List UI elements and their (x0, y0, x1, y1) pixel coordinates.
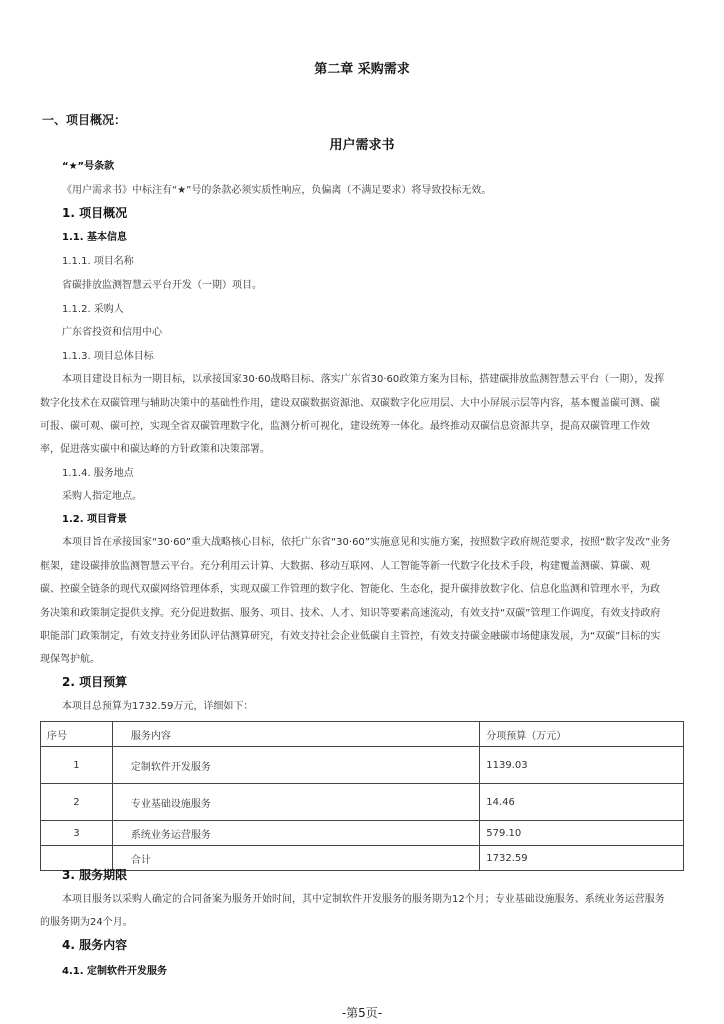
table-header-row (41, 722, 684, 747)
cell-no: 3 (41, 821, 113, 846)
cell-no: 1 (41, 747, 113, 784)
background-paragraph-line: 框架，建设碳排放监测智慧云平台。充分利用云计算、大数据、移动互联网、人工智能等新一代数字化技术手段，构建覆盖测碳、算碳、观 (40, 561, 650, 572)
background-paragraph-line: 现保驾护航。 (40, 654, 100, 665)
cell-total-label: 合计 (112, 846, 479, 871)
chapter-title: 第二章 采购需求 (314, 62, 410, 77)
table-total-row (41, 846, 684, 871)
background-paragraph-line: 职能部门政策制定，有效支持业务团队评估测算研究，有效支持社会企业低碳自主管控，有效支持碳金融碳市场健康发展，为“双碳”目标的实 (40, 631, 661, 642)
goal-paragraph-line: 率，促进落实碳中和碳达峰的方针政策和决策部署。 (40, 444, 270, 455)
project-name-text: 省碳排放监测智慧云平台开发（一期）项目。 (62, 280, 262, 291)
purchaser-text: 广东省投资和信用中心 (62, 327, 162, 338)
background-paragraph-line: 务决策和政策制定提供支撑。充分促进数据、服务、项目、技术、人才、知识等要素高速流动，有效支持“双碳”管理工作调度，有效支持政府 (40, 608, 661, 619)
header-cell-amount: 分项预算（万元） (480, 722, 684, 747)
cell-amount: 1139.03 (480, 747, 684, 784)
header-cell-no: 序号 (41, 722, 113, 747)
heading-service-location: 1.1.4. 服务地点 (62, 468, 134, 479)
heading-service-content: 4. 服务内容 (62, 938, 128, 952)
service-period-line: 本项目服务以采购人确定的合同备案为服务开始时间，其中定制软件开发服务的服务期为12个月；专业基础设施服务、系统业务运营服务 (62, 894, 665, 905)
goal-paragraph-line: 可报、碳可观、碳可控，实现全省双碳管理数字化，监测分析可视化，建设统筹一体化。最终推动双碳信息资源共享，提高双碳管理工作效 (40, 421, 650, 432)
heading-basic-info: 1.1. 基本信息 (62, 232, 127, 243)
heading-custom-software: 4.1. 定制软件开发服务 (62, 966, 167, 977)
table-row (41, 821, 684, 846)
heading-project-budget: 2. 项目预算 (62, 675, 128, 689)
cell-total-amount: 1732.59 (480, 846, 684, 871)
header-cell-service: 服务内容 (112, 722, 479, 747)
background-paragraph-line: 碳、控碳全链条的现代双碳网络管理体系，实现双碳工作管理的数字化、智能化、生态化，提升碳排放数字化、信息化监测和管理水平，为政 (40, 584, 660, 595)
heading-project-background: 1.2. 项目背景 (62, 514, 127, 525)
goal-paragraph-line: 数字化技术在双碳管理与辅助决策中的基础性作用，建设双碳数据资源池、双碳数字化应用层、大中小屏展示层等内容，基本覆盖碳可测、碳 (40, 398, 660, 409)
heading-project-overview: 1. 项目概况 (62, 206, 128, 220)
heading-service-period: 3. 服务期限 (62, 868, 128, 882)
background-paragraph-line: 本项目旨在承接国家“30·60”重大战略核心目标，依托广东省“30·60”实施意见和实施方案，按照数字政府规范要求，按照“数字发改”业务 (62, 537, 671, 548)
service-period-line: 的服务期为24个月。 (40, 917, 133, 928)
star-clause-heading: “★”号条款 (62, 161, 115, 172)
cell-service: 系统业务运营服务 (112, 821, 479, 846)
star-clause-note: 《用户需求书》中标注有“★”号的条款必须实质性响应，负偏离（不满足要求）将导致投标无效。 (62, 185, 492, 196)
budget-intro-text: 本项目总预算为1732.59万元，详细如下： (62, 701, 254, 712)
heading-project-name: 1.1.1. 项目名称 (62, 256, 134, 267)
heading-purchaser: 1.1.2. 采购人 (62, 304, 124, 315)
cell-amount: 579.10 (480, 821, 684, 846)
table-row (41, 747, 684, 784)
cell-service: 专业基础设施服务 (112, 784, 479, 821)
goal-paragraph-line: 本项目建设目标为一期目标，以承接国家30·60战略目标、落实广东省30·60政策方案为目标，搭建碳排放监测智慧云平台（一期），发挥 (62, 374, 665, 385)
cell-service: 定制软件开发服务 (112, 747, 479, 784)
page-number: -第5页- (341, 1006, 383, 1020)
document-title: 用户需求书 (329, 138, 395, 153)
cell-no: 2 (41, 784, 113, 821)
cell-amount: 14.46 (480, 784, 684, 821)
service-location-text: 采购人指定地点。 (62, 491, 142, 502)
table-row (41, 784, 684, 821)
heading-overall-goal: 1.1.3. 项目总体目标 (62, 351, 154, 362)
budget-table (40, 721, 684, 871)
section-heading-overview: 一、项目概况： (42, 113, 127, 127)
